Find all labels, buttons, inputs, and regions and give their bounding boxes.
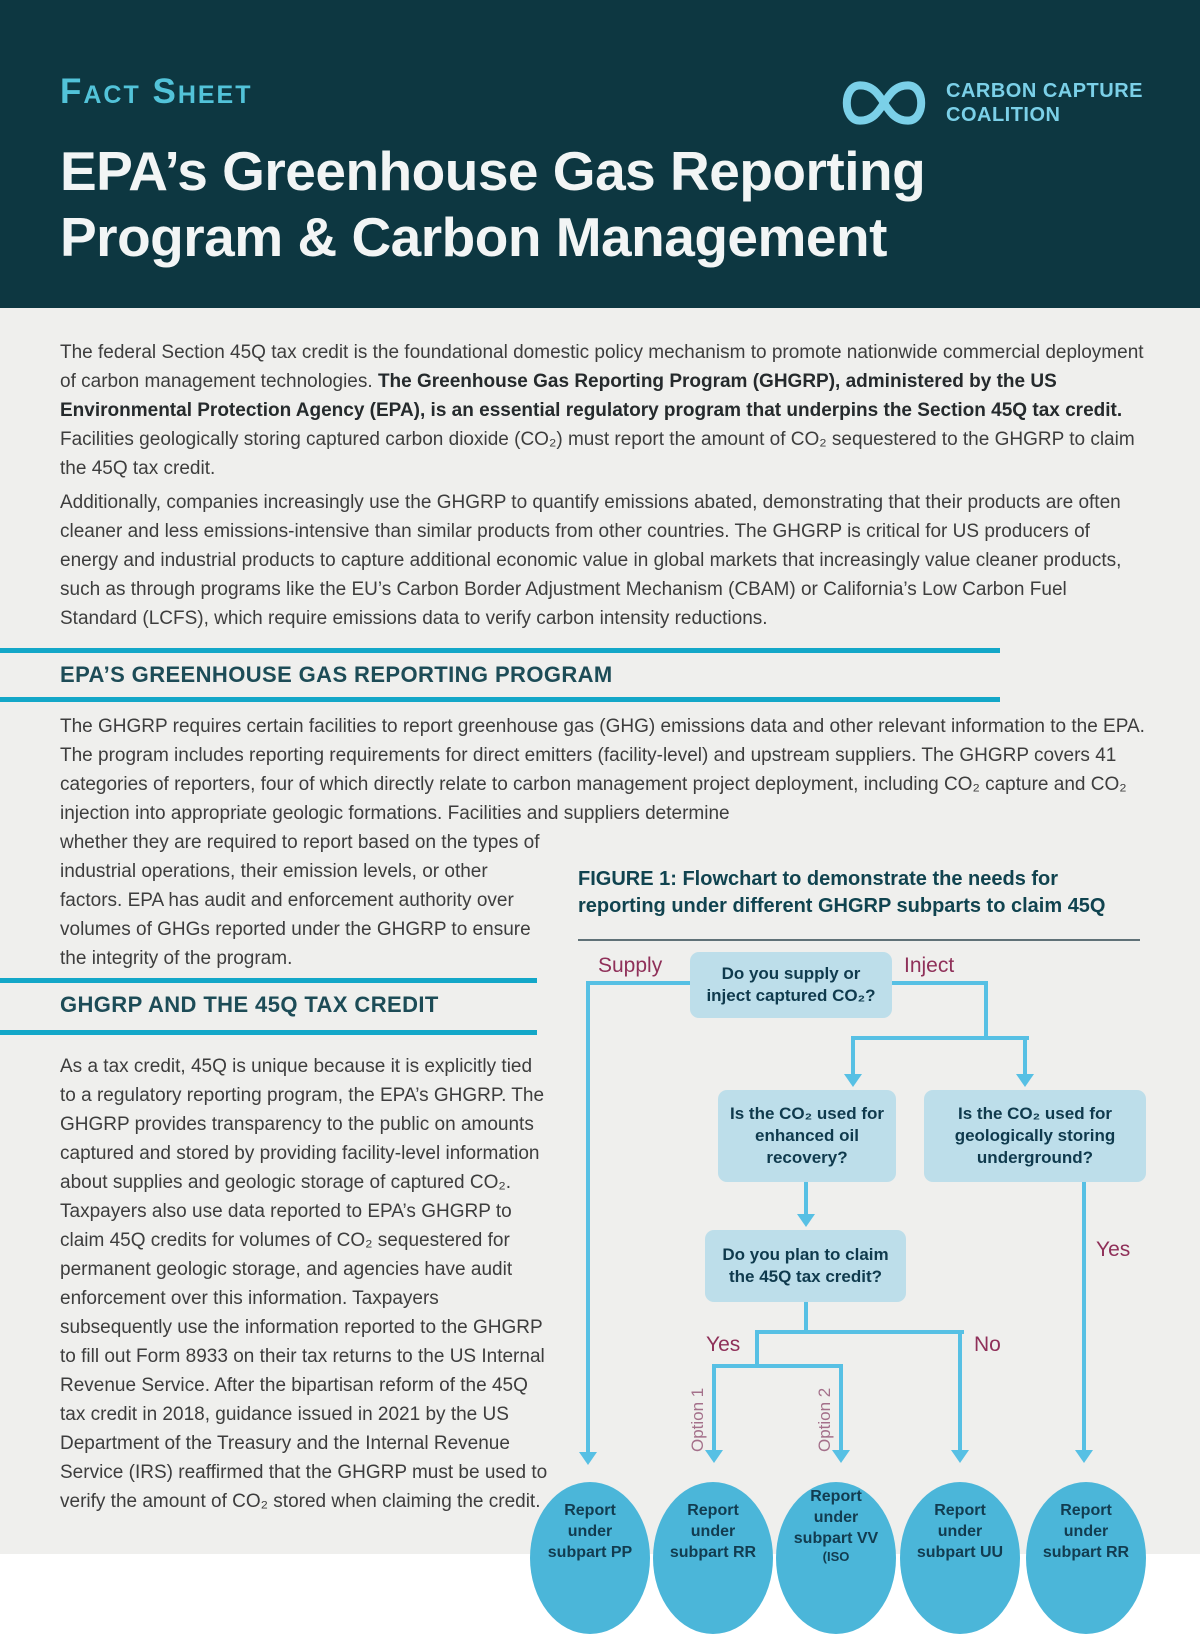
flow-connector [586,981,590,1453]
section2-rule-top [0,978,537,983]
outcome-circle-subpart-rr-geo [1026,1482,1146,1634]
flow-connector [755,1330,759,1368]
flow-label-yes-claim: Yes [706,1333,741,1356]
flow-connector [851,1038,855,1076]
flow-connector [839,1364,843,1452]
flow-box-supply-or-inject: Do you supply or inject captured CO₂? [690,952,892,1018]
flow-label-yes-geo: Yes [1096,1238,1131,1261]
arrow-down-icon [1075,1450,1093,1463]
section1-rule-bottom [0,697,1000,702]
logo-text-line2: COALITION [946,104,1061,126]
section1-rule-top [0,648,1000,653]
carbon-capture-coalition-logo-icon [836,72,932,134]
flow-connector [712,1364,716,1452]
outcome-circle-subpart-pp [530,1482,650,1634]
intro-paragraph-2: Additionally, companies increasingly use the GHGRP to quantify emissions abated, demonstrating that their products are often cleaner and less emissions-intensive than similar products from other countries. The GHGRP is critical for US producers of energy and industrial products to capture additional economic value in global markets that increasingly value cleaner products, such as through programs like the EU’s Carbon Border Adjustment Mechanism (CBAM) or California’s Low Carbon Fuel Standard (LCFS), which require emissions data to verify carbon intensity reductions. [60,492,1122,629]
logo-text-line1: CARBON CAPTURE [946,80,1143,102]
arrow-down-icon [844,1074,862,1087]
flow-label-no-claim: No [974,1333,1001,1356]
flow-box-claim-45q: Do you plan to claim the 45Q tax credit? [705,1230,906,1302]
flow-box-geologic-storage: Is the CO₂ used for geologically storing underground? [924,1090,1146,1182]
outcome-text: Report under subpart PP [547,1502,633,1561]
flow-connector [892,981,988,985]
intro-p1-post: Facilities geologically storing captured carbon dioxide (CO₂) must report the amount of CO₂ sequestered to the GHGRP to claim the 45Q tax credit. [60,429,1135,479]
outcome-text: Report under subpart RR [669,1502,757,1561]
figure-title: FIGURE 1: Flowchart to demonstrate the needs for reporting under different GHGRP subparts to claim 45Q [578,868,1106,917]
section2-paragraph: As a tax credit, 45Q is unique because it is explicitly tied to a regulatory reporting program, the EPA’s GHGRP. The GHGRP provides transparency to the public on amounts captured and stored by providing facility-level information about supplies and geologic storage of captured CO₂. Taxpayers also use data reported to EPA’s GHGRP to claim 45Q credits for volumes of CO₂ sequestered for permanent geologic storage, and agencies have audit enforcement over this information. Taxpayers subsequently use the information reported to the GHGRP to fill out Form 8933 on their tax returns to the US Internal Revenue Service. After the bipartisan reform of the 45Q tax credit in 2018, guidance issued in 2021 by the US Department of the Treasury and the Internal Revenue Service (IRS) reaffirmed that the GHGRP must be used to verify the amount of CO₂ stored when claiming the credit. [60,1056,548,1512]
flow-box-enhanced-oil-recovery: Is the CO₂ used for enhanced oil recovery? [718,1090,896,1182]
outcome-circle-subpart-vv [776,1482,896,1634]
outcome-circle-subpart-rr-option1 [653,1482,773,1634]
page-title: EPA’s Greenhouse Gas Reporting Program & Carbon Management [60,140,926,268]
flow-connector [958,1330,962,1452]
flow-label-inject: Inject [904,954,955,977]
outcome-text: Report under subpart RR [1042,1502,1130,1561]
arrow-down-icon [1016,1074,1034,1087]
intro-p1-pre: The federal Section 45Q tax credit is the foundational domestic policy mechanism to promote nationwide commercial deployment of carbon management technologies. [60,342,1144,392]
flow-label-supply: Supply [598,954,663,977]
arrow-down-icon [951,1450,969,1463]
flow-connector [804,1182,808,1216]
outcome-subtext: (ISO [822,1549,850,1564]
outcome-text: Report under subpart UU [916,1502,1004,1561]
intro-paragraph-1 [60,338,1145,483]
flow-connector [1082,1182,1086,1452]
flow-connector [984,981,988,1038]
section1-heading: EPA’S GREENHOUSE GAS REPORTING PROGRAM [60,662,613,687]
section1-paragraph: The GHGRP requires certain facilities to report greenhouse gas (GHG) emissions data and other relevant information to the EPA. The program includes reporting requirements for direct emitters (facility-level) and upstream suppliers. The GHGRP covers 41 categories of reporters, four of which directly relate to carbon management project deployment, including CO₂ capture and CO₂ injection into appropriate geologic formations. Facilities and suppliers determine [60,716,1145,824]
outcome-circle-subpart-uu [900,1482,1020,1634]
flow-label-option2: Option 2 [815,1387,834,1452]
flow-connector [586,981,690,985]
kicker: Fact Sheet [60,72,253,111]
intro-p1-bold: The Greenhouse Gas Reporting Program (GHGRP), administered by the US Environmental Protection Agency (EPA), is an essential regulatory program that underpins the Section 45Q tax credit. [60,371,1123,421]
flow-connector [712,1364,843,1368]
figure-divider [578,939,1140,941]
header-banner [0,0,1200,308]
section2-rule-bottom [0,1030,537,1035]
arrow-down-icon [579,1452,597,1465]
flow-connector [851,1036,1029,1040]
logo-text [946,79,1143,127]
carbon-capture-coalition-logo [836,72,1143,134]
section1-paragraph-wrap: whether they are required to report based on the types of industrial operations, their emission levels, or other factors. EPA has audit and enforcement authority over volumes of GHGs reported under the GHGRP to ensure the integrity of the program. [60,832,540,969]
flow-connector [755,1330,964,1334]
outcome-text: Report under subpart VV [793,1488,879,1547]
arrow-down-icon [797,1214,815,1227]
section2-heading: GHGRP AND THE 45Q TAX CREDIT [60,992,439,1017]
flow-label-option1: Option 1 [688,1387,707,1452]
flow-connector [1023,1038,1027,1076]
